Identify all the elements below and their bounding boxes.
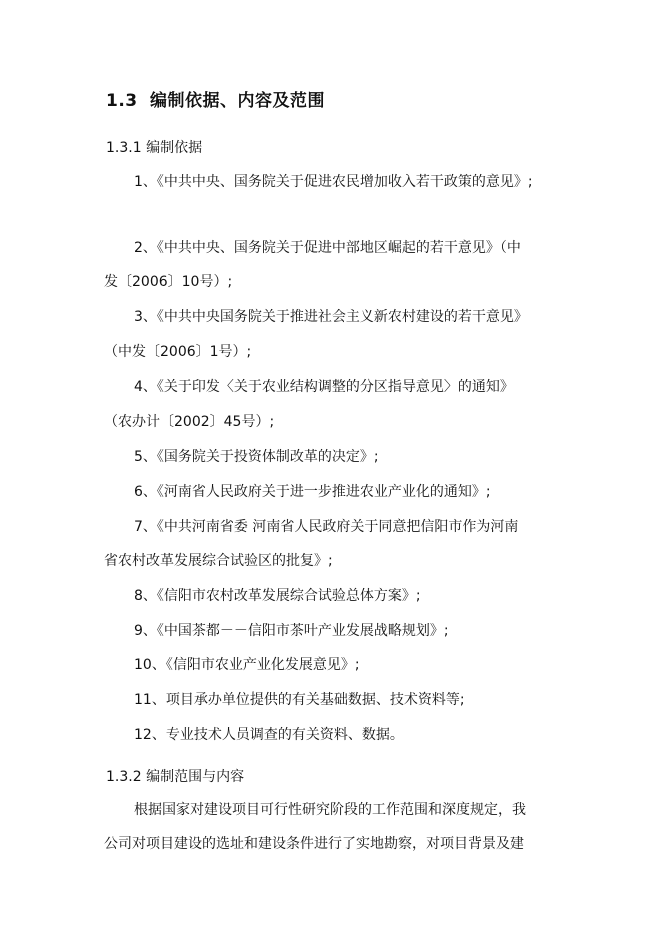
section-title: 编制依据、内容及范围 (150, 91, 325, 111)
subsection-title: 编制依据 (146, 140, 203, 156)
list-item: 6、《河南省人民政府关于进一步推进农业产业化的通知》; (134, 484, 491, 500)
list-item: 10、《信阳市农业产业化发展意见》; (134, 657, 360, 673)
list-item-continuation: 发〔2006〕10号）; (104, 274, 233, 290)
subsection-heading (106, 137, 202, 157)
list-item: 11、项目承办单位提供的有关基础数据、技术资料等; (134, 692, 465, 708)
list-item-continuation: （中发〔2006〕1号）; (104, 344, 252, 360)
subsection-title: 编制范围与内容 (146, 769, 245, 785)
paragraph-line: 公司对项目建设的选址和建设条件进行了实地勘察，对项目背景及建 (104, 836, 524, 852)
list-item: 5、《国务院关于投资体制改革的决定》; (134, 449, 379, 465)
list-item: 2、《中共中央、国务院关于促进中部地区崛起的若干意见》（中 (134, 240, 521, 256)
list-item-continuation: （农办计〔2002〕45号）; (104, 414, 275, 430)
section-heading (106, 86, 325, 111)
list-item: 4、《关于印发〈关于农业结构调整的分区指导意见〉的通知》 (134, 379, 514, 395)
list-item: 1、《中共中央、国务院关于促进农民增加收入若干政策的意见》; (134, 174, 533, 190)
list-item: 7、《中共河南省委 河南省人民政府关于同意把信阳市作为河南 (134, 519, 519, 535)
list-item: 12、专业技术人员调查的有关资料、数据。 (134, 727, 404, 743)
paragraph-line: 根据国家对建设项目可行性研究阶段的工作范围和深度规定，我 (134, 802, 526, 818)
list-item: 8、《信阳市农村改革发展综合试验总体方案》; (134, 588, 421, 604)
subsection-heading (106, 766, 244, 786)
subsection-number: 1.3.1 (106, 140, 142, 156)
subsection-number: 1.3.2 (106, 769, 142, 785)
list-item: 9、《中国茶都－－信阳市茶叶产业发展战略规划》; (134, 623, 449, 639)
list-item: 3、《中共中央国务院关于推进社会主义新农村建设的若干意见》 (134, 309, 528, 325)
list-item-continuation: 省农村改革发展综合试验区的批复》; (104, 553, 333, 569)
section-number: 1.3 (106, 91, 138, 111)
